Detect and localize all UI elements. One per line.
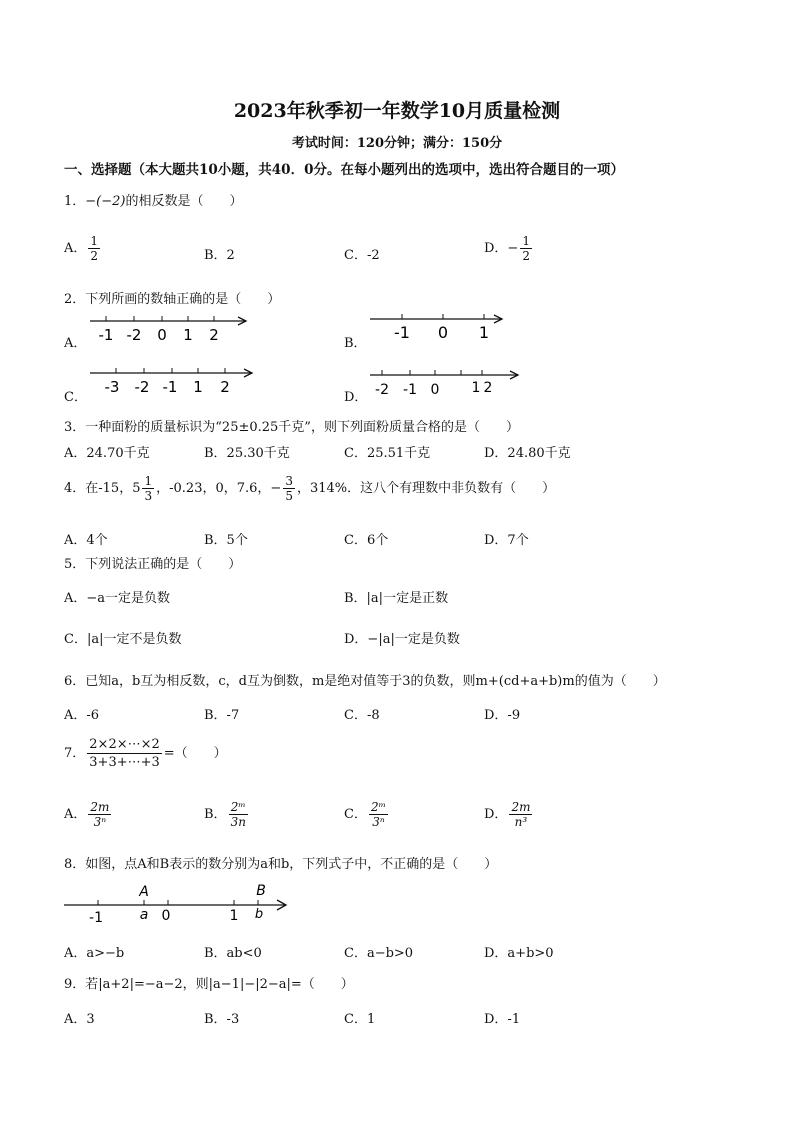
q8-option-d: D．a+b>0 xyxy=(484,946,554,961)
q8-option-a: A．a>−b xyxy=(64,946,125,961)
question-2: 2．下列所画的数轴正确的是（ ） xyxy=(64,292,281,307)
q2-axis-a xyxy=(88,310,253,346)
q6-option-d: D．-9 xyxy=(484,708,521,723)
tick-label: 2 xyxy=(220,378,230,396)
question-1: 1．−(−2)的相反数是（ ） xyxy=(64,194,243,209)
q3-option-a: A．24.70千克 xyxy=(64,446,150,461)
q9-option-b: B．-3 xyxy=(204,1012,240,1027)
q9-option-a: A．3 xyxy=(64,1012,95,1027)
q6-option-a: A．-6 xyxy=(64,708,100,723)
q4-option-b: B．5个 xyxy=(204,533,248,548)
tick-label: a xyxy=(139,907,149,923)
q8-number-line xyxy=(62,878,294,926)
tick-label: -1 xyxy=(162,378,178,396)
question-4: 4．在-15，5 $\frac{1}{3}$ ，-0.23，0，7.6，− $\frac{3}{5}$ ，314%．这八个有理数中非负数有（ ） xyxy=(64,474,556,503)
tick-label: -1 xyxy=(89,910,103,926)
q7-option-c: C． $\frac{\text{2ᵐ}}{\text{3ⁿ}}$ xyxy=(344,800,386,829)
q8-option-b: B．ab<0 xyxy=(204,946,262,961)
q3-option-d: D．24.80千克 xyxy=(484,446,571,461)
tick-label: -1 xyxy=(403,382,417,398)
tick-label: 2 xyxy=(209,326,219,344)
section-heading: 一、选择题（本大题共10小题，共40．0分。在每小题列出的选项中，选出符合题目的一项） xyxy=(64,162,624,178)
q3-option-c: C．25.51千克 xyxy=(344,446,431,461)
tick-label: -2 xyxy=(375,382,389,398)
q2-option-b: B． xyxy=(344,336,367,351)
q4-option-a: A．4个 xyxy=(64,533,108,548)
q2-axis-b xyxy=(368,308,508,344)
q9-option-c: C．1 xyxy=(344,1012,376,1027)
tick-label: 1 xyxy=(478,323,490,342)
q1-option-c: C．-2 xyxy=(344,248,380,263)
q6-option-b: B．-7 xyxy=(204,708,240,723)
q2-axis-c xyxy=(88,362,258,398)
q5-option-d: D．−|a|一定是负数 xyxy=(344,632,460,647)
q5-option-a: A．−a一定是负数 xyxy=(64,591,171,606)
q2-option-d: D． xyxy=(344,390,368,405)
exam-info: 考试时间：120分钟；满分：150分 xyxy=(291,136,503,151)
tick-label: 0 xyxy=(437,323,449,342)
tick-label: -2 xyxy=(134,378,150,396)
tick-label: 1 xyxy=(193,378,203,396)
q2-axis-d xyxy=(368,364,524,400)
q7-option-b: B． $\frac{\text{2ᵐ}}{3n}$ xyxy=(204,800,246,829)
q7-option-a: A． $\frac{2m}{\text{3ⁿ}}$ xyxy=(64,800,110,829)
tick-label: 0 xyxy=(161,908,171,924)
q8-option-c: C．a−b>0 xyxy=(344,946,414,961)
page-title: 2023年秋季初一年数学10月质量检测 xyxy=(233,100,561,122)
q9-option-d: D．-1 xyxy=(484,1012,521,1027)
tick-label: 2 xyxy=(483,380,493,396)
tick-label: -2 xyxy=(126,326,142,344)
question-6: 6．已知a，b互为相反数，c，d互为倒数，m是绝对值等于3的负数，则m+(cd+a+b)m的值为（ ） xyxy=(64,674,666,689)
tick-label: 0 xyxy=(157,326,167,344)
question-9: 9．若|a+2|=−a−2，则|a−1|−|2−a|=（ ） xyxy=(64,977,354,992)
tick-label: 1 xyxy=(183,326,193,344)
question-3: 3．一种面粉的质量标识为“25±0.25千克”，则下列面粉质量合格的是（ ） xyxy=(64,420,519,435)
tick-label: -1 xyxy=(394,323,410,342)
q4-option-c: C．6个 xyxy=(344,533,389,548)
question-8: 8．如图，点A和B表示的数分别为a和b，下列式子中，不正确的是（ ） xyxy=(64,857,498,872)
tick-label: b xyxy=(254,907,264,922)
q2-option-a: A． xyxy=(64,336,87,351)
tick-label: -1 xyxy=(98,326,114,344)
q5-option-b: B．|a|一定是正数 xyxy=(344,591,449,606)
point-label: A xyxy=(139,884,149,900)
tick-label: 1 xyxy=(229,908,239,924)
q3-option-b: B．25.30千克 xyxy=(204,446,290,461)
q2-option-c: C． xyxy=(64,390,87,405)
q5-option-c: C．|a|一定不是负数 xyxy=(64,632,182,647)
q1-option-a: A． $\frac{1}{2}$ xyxy=(64,234,99,263)
q6-option-c: C．-8 xyxy=(344,708,380,723)
q7-option-d: D． $\frac{2m}{\text{n³}}$ xyxy=(484,800,531,829)
tick-label: 1 xyxy=(471,380,481,396)
question-7: 7． $\frac{2\times 2\times\cdots\times 2}{3+3+\cdots+3}$ =（ ） xyxy=(64,737,227,770)
tick-label: 0 xyxy=(430,382,440,398)
q1-option-b: B．2 xyxy=(204,248,235,263)
q4-option-d: D．7个 xyxy=(484,533,529,548)
question-5: 5．下列说法正确的是（ ） xyxy=(64,557,242,572)
tick-label: -3 xyxy=(104,378,120,396)
q1-option-d: D．− $\frac{1}{2}$ xyxy=(484,234,530,263)
point-label: B xyxy=(256,883,266,899)
